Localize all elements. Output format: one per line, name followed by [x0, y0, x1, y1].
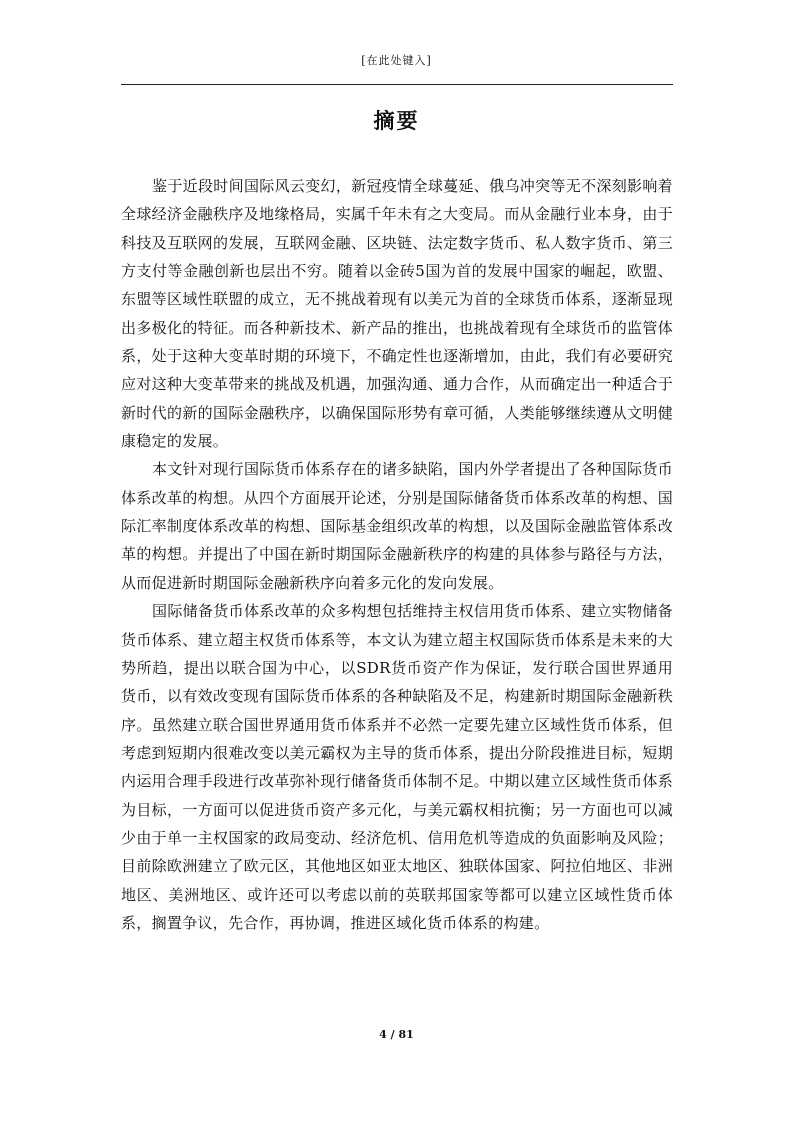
- paragraph: 鉴于近段时间国际风云变幻，新冠疫情全球蔓延、俄乌冲突等无不深刻影响着全球经济金融秩序及地缘格局，实属千年未有之大变局。而从金融行业本身，由于科技及互联网的发展，互联网金融、区块链、法定数字货币、私人数字货币、第三方支付等金融创新也层出不穷。随着以金砖5国为首的发展中国家的崛起，欧盟、东盟等区域性联盟的成立，无不挑战着现有以美元为首的全球货币体系，逐渐显现出多极化的特征。而各种新技术、新产品的推出，也挑战着现有全球货币的监管体系，处于这种大变革时期的环境下，不确定性也逐渐增加，由此，我们有必要研究应对这种大变革带来的挑战及机遇，加强沟通、通力合作，从而确定出一种适合于新时代的新的国际金融秩序，以确保国际形势有章可循，人类能够继续遵从文明健康稳定的发展。: [121, 177, 673, 451]
- paragraph: 国际储备货币体系改革的众多构想包括维持主权信用货币体系、建立实物储备货币体系、建立超主权货币体系等，本文认为建立超主权国际货币体系是未来的大势所趋，提出以联合国为中心，以SDR货币资产作为保证，发行联合国世界通用货币，以有效改变现有国际货币体系的各种缺陷及不足，构建新时期国际金融新秩序。虽然建立联合国世界通用货币体系并不必然一定要先建立区域性货币体系，但考虑到短期内很难改变以美元霸权为主导的货币体系，提出分阶段推进目标，短期内运用合理手段进行改革弥补现行储备货币体制不足。中期以建立区域性货币体系为目标，一方面可以促进货币资产多元化，与美元霸权相抗衡；另一方面也可以减少由于单一主权国家的政局变动、经济危机、信用危机等造成的负面影响及风险；目前除欧洲建立了欧元区，其他地区如亚太地区、独联体国家、阿拉伯地区、非洲地区、美洲地区、或许还可以考虑以前的英联邦国家等都可以建立区域性货币体系，搁置争议，先合作，再协调，推进区域化货币体系的构建。: [121, 602, 673, 932]
- paragraph: 本文针对现行国际货币体系存在的诸多缺陷，国内外学者提出了各种国际货币体系改革的构想。从四个方面展开论述，分别是国际储备货币体系改革的构想、国际汇率制度体系改革的构想、国际基金组织改革的构想，以及国际金融监管体系改革的构想。并提出了中国在新时期国际金融新秩序的构建的具体参与路径与方法，从而促进新时期国际金融新秩序向着多元化的发向发展。: [121, 460, 673, 592]
- page-number: 4 / 81: [379, 1028, 414, 1041]
- page-header: [在此处键入]: [361, 54, 432, 67]
- body-text: [121, 172, 673, 937]
- page-title: 摘要: [373, 108, 420, 133]
- header-divider: [121, 84, 673, 85]
